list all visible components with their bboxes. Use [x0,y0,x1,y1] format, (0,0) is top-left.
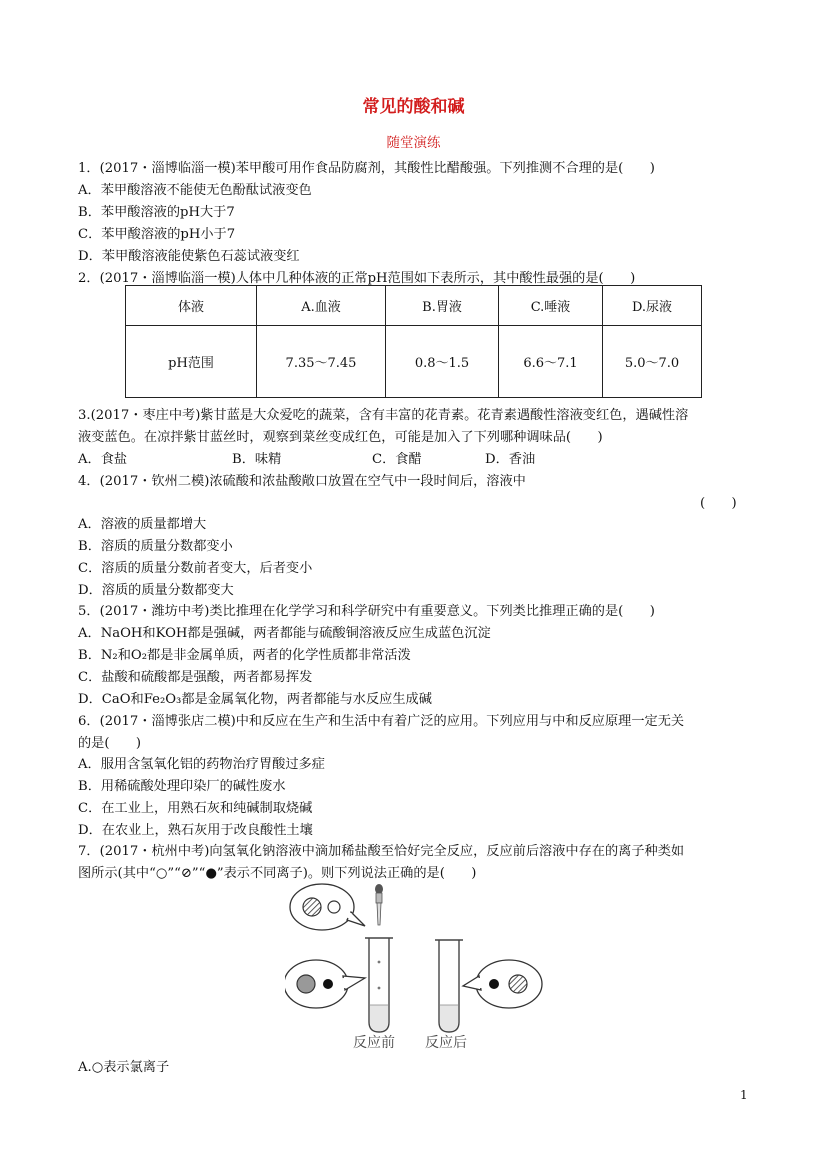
question-3-stem-line1: 3.(2017・枣庄中考)紫甘蓝是大众爱吃的蔬菜，含有丰富的花青素。花青素遇酸性溶液变红色，遇碱性溶 [78,408,689,423]
question-6-option-b: B．用稀硫酸处理印染厂的碱性废水 [78,779,286,794]
question-3-option-d: D．香油 [485,452,536,467]
table-header-cell: C.唾液 [499,286,603,326]
table-cell: pH范围 [126,326,257,398]
question-5-option-d: D．CaO和Fe₂O₃都是金属氧化物，两者都能与水反应生成碱 [78,692,432,707]
table-cell: 7.35～7.45 [257,326,386,398]
open-ion-icon [328,901,340,913]
question-4-answer-blank: ( ) [700,496,737,511]
test-tube-after [435,940,463,1032]
black-ion-icon [489,979,499,989]
question-3-option-b: B．味精 [232,452,282,467]
question-5-option-a: A．NaOH和KOH都是强碱，两者都能与硫酸铜溶液反应生成蓝色沉淀 [78,626,491,641]
question-1-option-c: C．苯甲酸溶液的pH小于7 [78,227,236,242]
table-cell: 6.6～7.1 [499,326,603,398]
question-3-option-c: C．食醋 [372,452,422,467]
black-ion-icon [323,979,333,989]
question-6-option-d: D．在农业上，熟石灰用于改良酸性土壤 [78,823,313,838]
question-6-stem-line2: 的是( ) [78,736,142,751]
before-bubble [285,960,365,1008]
reaction-diagram [285,880,555,1055]
question-2-stem: 2．(2017・淄博临淄一模)人体中几种体液的正常pH范围如下表所示，其中酸性最强的是( ) [78,271,636,286]
question-4-option-c: C．溶质的质量分数前者变大，后者变小 [78,561,313,576]
question-1-option-b: B．苯甲酸溶液的pH大于7 [78,205,235,220]
question-1-option-d: D．苯甲酸溶液能使紫色石蕊试液变红 [78,249,300,264]
question-6-option-a: A．服用含氢氧化铝的药物治疗胃酸过多症 [78,757,325,772]
page-number: 1 [740,1088,748,1102]
after-bubble [463,960,542,1008]
table-header-cell: B.胃液 [386,286,499,326]
question-4-option-d: D．溶质的质量分数都变大 [78,583,234,598]
label-after: 反应后 [425,1035,467,1051]
question-3-option-a: A．食盐 [78,452,128,467]
hatched-ion-icon [303,898,321,916]
label-before: 反应前 [353,1035,395,1051]
question-6-stem-line1: 6．(2017・淄博张店二模)中和反应在生产和生活中有着广泛的应用。下列应用与中和反应原理一定无关 [78,714,685,729]
question-7-stem-line2: 图所示(其中“○”“⊘”“●”表示不同离子)。则下列说法正确的是( ) [78,866,477,881]
question-5-option-c: C．盐酸和硫酸都是强酸，两者都易挥发 [78,670,313,685]
question-3-stem-line2: 液变蓝色。在凉拌紫甘蓝丝时，观察到菜丝变成红色，可能是加入了下列哪种调味品( ) [78,430,603,445]
question-5-option-b: B．N₂和O₂都是非金属单质，两者的化学性质都非常活泼 [78,648,411,663]
page-title: 常见的酸和碱 [362,97,465,117]
question-1-option-a: A．苯甲酸溶液不能使无色酚酞试液变色 [78,183,312,198]
question-5-stem: 5．(2017・潍坊中考)类比推理在化学学习和科学研究中有重要意义。下列类比推理正确的是( ) [78,604,655,619]
dropper-bubble [290,884,365,930]
table-cell: 5.0～7.0 [603,326,702,398]
gray-ion-icon [297,975,315,993]
question-4-option-a: A．溶液的质量都增大 [78,517,207,532]
dropper-icon [375,884,383,925]
question-6-option-c: C．在工业上，用熟石灰和纯碱制取烧碱 [78,801,313,816]
table-cell: 0.8～1.5 [386,326,499,398]
question-7-option-a: A.○表示氯离子 [78,1060,170,1075]
table-header-cell: 体液 [126,286,257,326]
page-subtitle: 随堂演练 [386,135,441,151]
ph-table [125,285,702,398]
question-7-stem-line1: 7．(2017・杭州中考)向氢氧化钠溶液中滴加稀盐酸至恰好完全反应，反应前后溶液中存在的离子种类如 [78,844,685,859]
question-4-stem: 4．(2017・钦州二模)浓硫酸和浓盐酸敞口放置在空气中一段时间后，溶液中 [78,474,526,489]
table-header-cell: D.尿液 [603,286,702,326]
hatched-ion-icon [509,975,527,993]
question-1-stem: 1．(2017・淄博临淄一模)苯甲酸可用作食品防腐剂，其酸性比醋酸强。下列推测不合理的是( ) [78,161,655,176]
table-header-cell: A.血液 [257,286,386,326]
test-tube-before [365,938,393,1032]
question-4-option-b: B．溶质的质量分数都变小 [78,539,233,554]
